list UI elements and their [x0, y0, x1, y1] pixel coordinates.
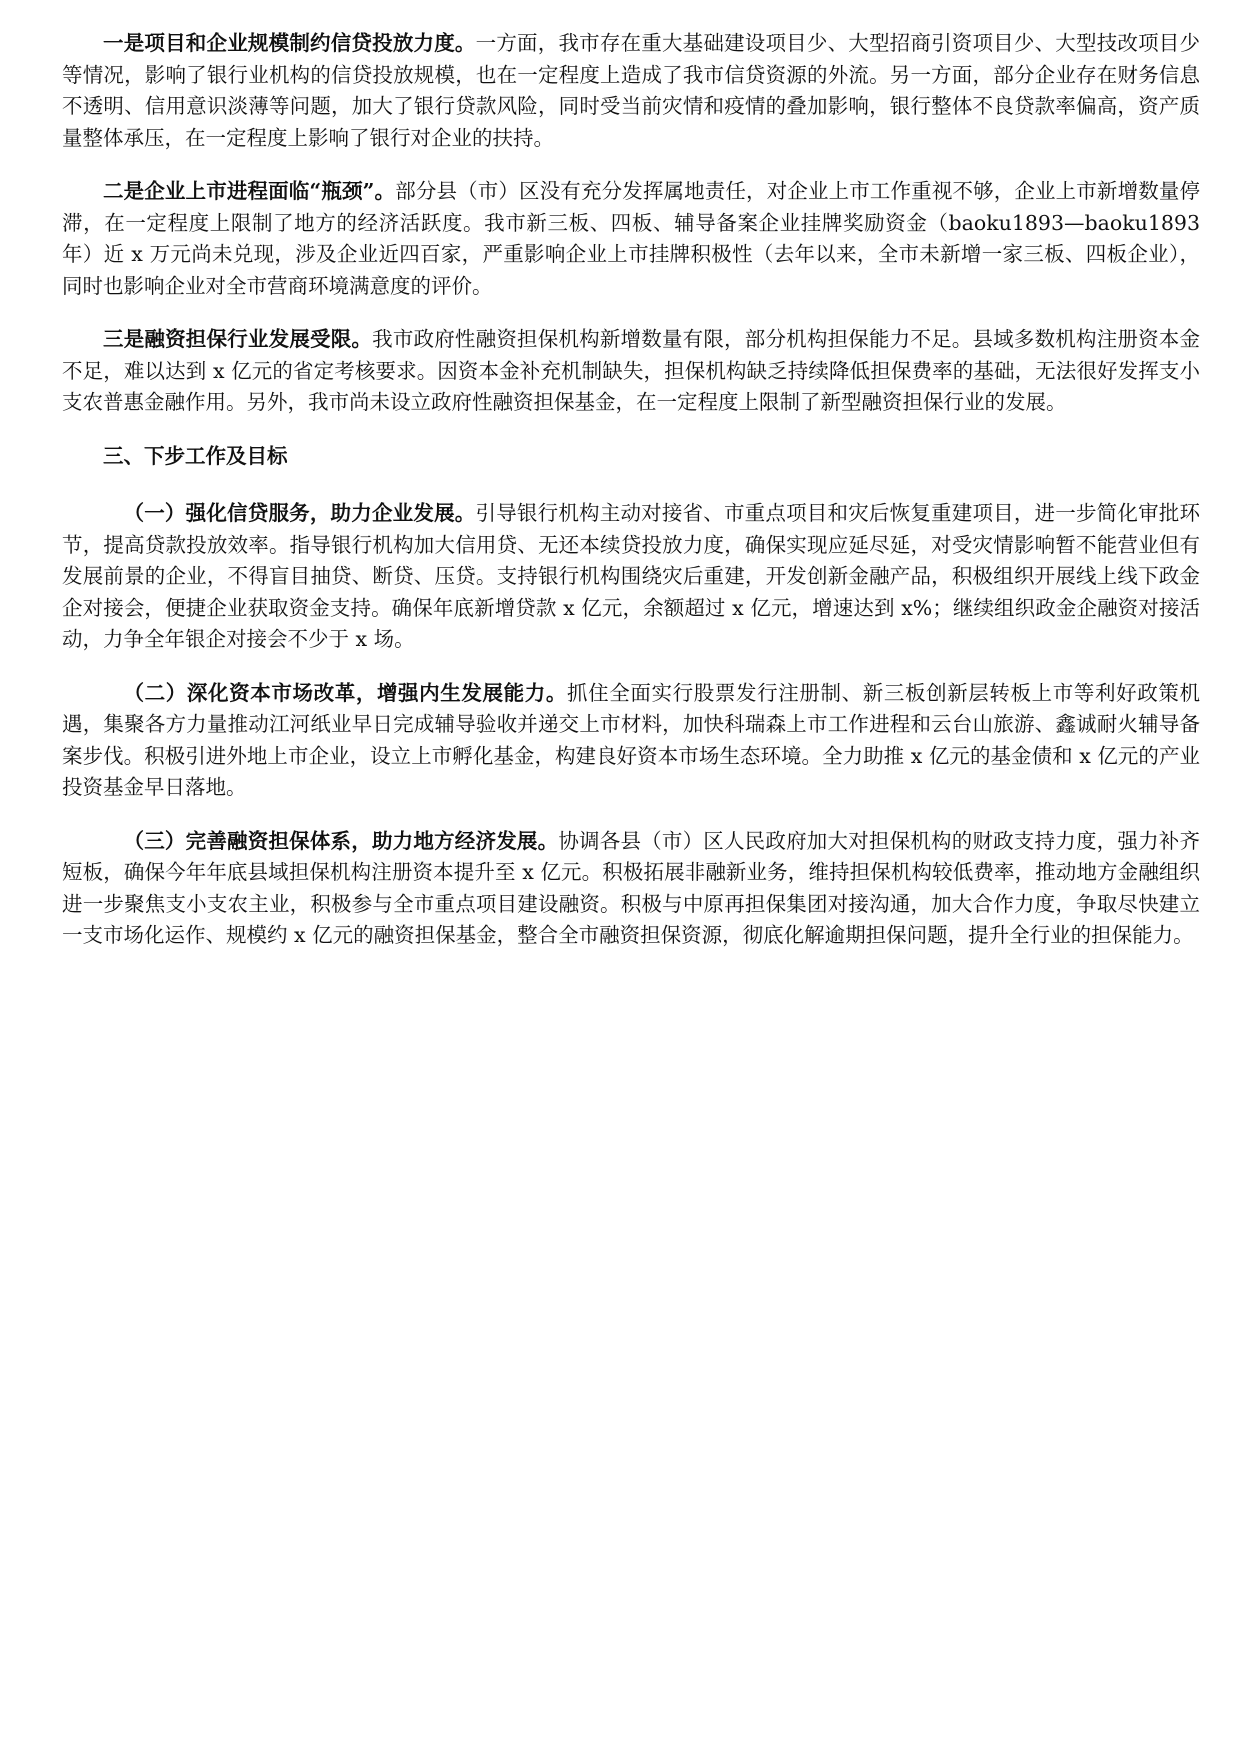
section-heading: 三、下步工作及目标 [103, 443, 288, 468]
paragraph-lead: （三）完善融资担保体系，助力地方经济发展。 [123, 828, 559, 853]
paragraph-body: 协调各县（市）区人民政府加大对担保机构的财政支持力度，强力补齐短板，确保今年年底县域担保机构注册资本提升至 x 亿元。积极拓展非融新业务，维持担保机构较低费率，推动地方金融组织进一步聚焦支小支农主业，积极参与全市重点项目建设融资。积极与中原再担保集团对接沟通，加大合作力度，争取尽快建立一支市场化运作、规模约 x 亿元的融资担保基金，整合全市融资担保资源，彻底化解逾期担保问题，提升全行业的担保能力。 [62, 828, 1201, 947]
paragraph-constraint-credit [62, 28, 1200, 154]
paragraph-capital-market [62, 678, 1200, 804]
paragraph-lead: 二是企业上市进程面临“瓶颈”。 [103, 179, 396, 203]
paragraph-body: 引导银行机构主动对接省、市重点项目和灾后恢复重建项目，进一步简化审批环节，提高贷款投放效率。指导银行机构加大信用贷、无还本续贷投放力度，确保实现应延尽延，对受灾情影响暂不能营业但有发展前景的企业，不得盲目抽贷、断贷、压贷。支持银行机构围绕灾后重建，开发创新金融产品，积极组织开展线上线下政金企对接会，便捷企业获取资金支持。确保年底新增贷款 x 亿元，余额超过 x 亿元，增速达到 x%；继续组织政金企融资对接活动，力争全年银企对接会不少于 x 场。 [62, 501, 1200, 651]
paragraph-body: 一方面，我市存在重大基础建设项目少、大型招商引资项目少、大型技改项目少等情况，影响了银行业机构的信贷投放规模，也在一定程度上造成了我市信贷资源的外流。另一方面，部分企业存在财务信息不透明、信用意识淡薄等问题，加大了银行贷款风险，同时受当前灾情和疫情的叠加影响，银行整体不良贷款率偏高，资产质量整体承压，在一定程度上影响了银行对企业的扶持。 [62, 31, 1201, 150]
paragraph-body: 抓住全面实行股票发行注册制、新三板创新层转板上市等利好政策机遇，集聚各方力量推动江河纸业早日完成辅导验收并递交上市材料，加快科瑞森上市工作进程和云台山旅游、鑫诚耐火辅导备案步伐。积极引进外地上市企业，设立上市孵化基金，构建良好资本市场生态环境。全力助推 x 亿元的基金债和 x 亿元的产业投资基金早日落地。 [62, 680, 1201, 799]
paragraph-credit-service [62, 498, 1200, 656]
paragraph-guarantee-system [62, 826, 1200, 952]
paragraph-listing-bottleneck [62, 176, 1200, 302]
paragraph-lead: （一）强化信贷服务，助力企业发展。 [123, 501, 476, 525]
paragraph-body: 部分县（市）区没有充分发挥属地责任，对企业上市工作重视不够，企业上市新增数量停滞，在一定程度上限制了地方的经济活跃度。我市新三板、四板、辅导备案企业挂牌奖励资金（baoku1893—baoku1893 年）近 x 万元尚未兑现，涉及企业近四百家，严重影响企业上市挂牌积极性（去年以来，全市未新增一家三板、四板企业），同时也影响企业对全市营商环境满意度的评价。 [62, 179, 1200, 298]
document-page [62, 28, 1200, 974]
paragraph-lead: 三是融资担保行业发展受限。 [103, 327, 373, 351]
paragraph-lead: （二）深化资本市场改革，增强内生发展能力。 [123, 680, 568, 705]
paragraph-body: 我市政府性融资担保机构新增数量有限，部分机构担保能力不足。县域多数机构注册资本金不足，难以达到 x 亿元的省定考核要求。因资本金补充机制缺失，担保机构缺乏持续降低担保费率的基础，无法很好发挥支小支农普惠金融作用。另外，我市尚未设立政府性融资担保基金，在一定程度上限制了新型融资担保行业的发展。 [62, 327, 1200, 414]
paragraph-lead: 一是项目和企业规模制约信贷投放力度。 [103, 31, 476, 55]
paragraph-guarantee-limits [62, 324, 1200, 419]
